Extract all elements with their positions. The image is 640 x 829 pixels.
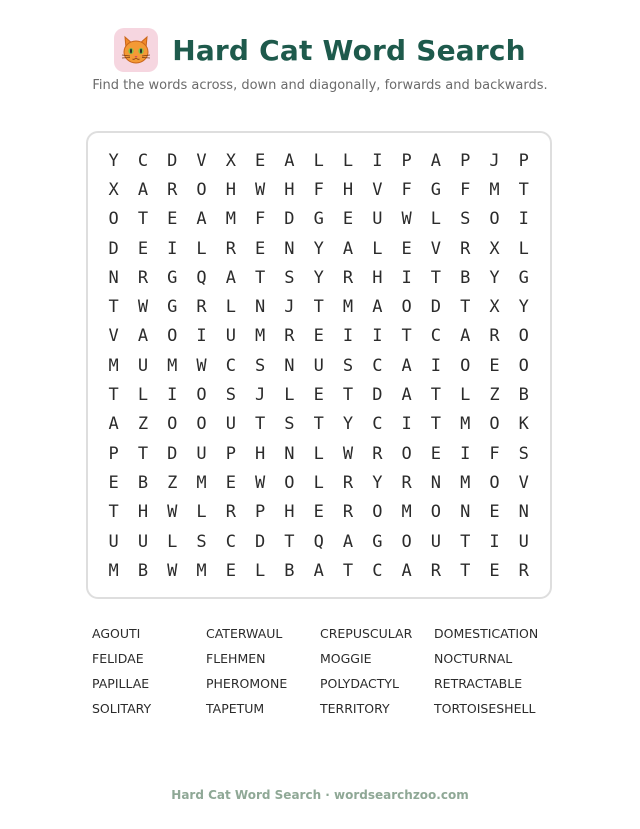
grid-cell[interactable]: S xyxy=(196,531,207,552)
grid-cell[interactable]: L xyxy=(313,443,324,464)
grid-cell[interactable]: Y xyxy=(489,267,500,288)
grid-cell[interactable]: P xyxy=(255,502,266,523)
grid-cell[interactable]: S xyxy=(342,355,354,376)
grid-cell[interactable]: Y xyxy=(518,297,529,318)
grid-cell[interactable]: G xyxy=(313,209,324,230)
grid-cell[interactable]: T xyxy=(255,267,266,288)
grid-cell[interactable]: N xyxy=(108,267,119,288)
grid-cell[interactable]: D xyxy=(372,385,383,406)
grid-cell[interactable]: F xyxy=(489,443,500,464)
grid-cell[interactable]: O xyxy=(196,385,207,406)
grid-cell[interactable]: I xyxy=(342,326,354,347)
grid-cell[interactable]: F xyxy=(401,179,412,200)
grid-cell[interactable]: X xyxy=(108,179,119,200)
grid-cell[interactable]: E xyxy=(342,209,354,230)
grid-cell[interactable]: O xyxy=(372,502,383,523)
grid-cell[interactable]: D xyxy=(167,150,178,171)
grid-cell[interactable]: L xyxy=(372,238,383,259)
grid-cell[interactable]: R xyxy=(342,502,354,523)
grid-cell[interactable]: N xyxy=(284,238,295,259)
grid-cell[interactable]: D xyxy=(430,297,442,318)
grid-cell[interactable]: D xyxy=(108,238,119,259)
grid-cell[interactable]: T xyxy=(460,297,471,318)
grid-cell[interactable]: T xyxy=(518,179,529,200)
grid-cell[interactable]: Y xyxy=(372,472,383,493)
grid-cell[interactable]: L xyxy=(518,238,529,259)
grid-cell[interactable]: H xyxy=(284,179,295,200)
grid-cell[interactable]: L xyxy=(167,531,178,552)
grid-cell[interactable]: F xyxy=(313,179,324,200)
grid-cell[interactable]: L xyxy=(255,560,266,581)
grid-cell[interactable]: B xyxy=(460,267,471,288)
grid-cell[interactable]: E xyxy=(489,560,500,581)
grid-cell[interactable]: R xyxy=(430,560,442,581)
grid-cell[interactable]: R xyxy=(196,297,207,318)
grid-cell[interactable]: R xyxy=(489,326,500,347)
grid-cell[interactable]: I xyxy=(167,385,178,406)
grid-cell[interactable]: W xyxy=(255,472,266,493)
grid-cell[interactable]: R xyxy=(167,179,178,200)
grid-cell[interactable]: E xyxy=(313,385,324,406)
word-list-item: AGOUTI xyxy=(92,626,141,641)
grid-cell[interactable]: A xyxy=(108,414,119,435)
grid-cell[interactable]: T xyxy=(255,414,266,435)
grid-cell[interactable]: W xyxy=(255,179,266,200)
grid-cell[interactable]: A xyxy=(430,150,442,171)
grid-cell[interactable]: H xyxy=(284,502,295,523)
grid-cell[interactable]: H xyxy=(255,443,266,464)
word-list-item: TERRITORY xyxy=(320,701,390,716)
grid-cell[interactable]: A xyxy=(342,531,354,552)
grid-cell[interactable]: F xyxy=(255,209,266,230)
grid-cell[interactable]: R xyxy=(518,560,529,581)
grid-cell[interactable]: Z xyxy=(137,414,149,435)
grid-cell[interactable]: L xyxy=(196,238,207,259)
grid-cell[interactable]: T xyxy=(460,531,471,552)
grid-cell[interactable]: V xyxy=(430,238,442,259)
grid-cell[interactable]: J xyxy=(489,150,500,171)
header xyxy=(0,28,640,72)
grid-cell[interactable]: R xyxy=(460,238,471,259)
grid-cell[interactable]: B xyxy=(137,472,149,493)
grid-cell[interactable]: E xyxy=(313,502,324,523)
grid-cell[interactable]: A xyxy=(313,560,324,581)
grid-cell[interactable]: L xyxy=(460,385,471,406)
grid-cell[interactable]: I xyxy=(372,326,383,347)
grid-cell[interactable]: T xyxy=(430,414,442,435)
grid-cell[interactable]: X xyxy=(489,238,500,259)
grid-cell[interactable]: P xyxy=(518,150,529,171)
grid-cell[interactable]: P xyxy=(460,150,471,171)
grid-cell[interactable]: R xyxy=(342,472,354,493)
grid-cell[interactable]: O xyxy=(108,209,119,230)
grid-cell[interactable]: M xyxy=(167,355,178,376)
grid-cell[interactable]: J xyxy=(255,385,266,406)
grid-cell[interactable]: Y xyxy=(313,267,324,288)
grid-cell[interactable]: U xyxy=(225,326,236,347)
grid-cell[interactable]: T xyxy=(313,414,324,435)
grid-cell[interactable]: U xyxy=(430,531,442,552)
grid-cell[interactable]: E xyxy=(225,560,236,581)
grid-cell[interactable]: Y xyxy=(108,150,119,171)
grid-cell[interactable]: H xyxy=(342,179,354,200)
grid-cell[interactable]: T xyxy=(137,443,149,464)
grid-cell[interactable]: Q xyxy=(313,531,324,552)
grid-cell[interactable]: E xyxy=(255,238,266,259)
grid-cell[interactable]: A xyxy=(401,560,412,581)
grid-cell[interactable]: O xyxy=(518,355,529,376)
grid-cell[interactable]: D xyxy=(167,443,178,464)
word-list-item: FELIDAE xyxy=(92,651,144,666)
grid-cell[interactable]: P xyxy=(108,443,119,464)
grid-cell[interactable]: I xyxy=(196,326,207,347)
page-title: Hard Cat Word Search xyxy=(172,33,526,67)
word-list-item: SOLITARY xyxy=(92,701,152,716)
grid-cell[interactable]: S xyxy=(284,267,295,288)
grid-cell[interactable]: T xyxy=(401,326,412,347)
grid-cell[interactable]: H xyxy=(372,267,383,288)
grid-cell[interactable]: E xyxy=(401,238,412,259)
grid-cell[interactable]: W xyxy=(196,355,207,376)
grid-cell[interactable]: L xyxy=(430,209,442,230)
word-list-item: RETRACTABLE xyxy=(434,676,523,691)
grid-cell[interactable]: G xyxy=(430,179,442,200)
grid-cell[interactable]: A xyxy=(196,209,207,230)
grid-cell[interactable]: O xyxy=(196,414,207,435)
grid-cell[interactable]: T xyxy=(342,385,354,406)
grid-cell[interactable]: O xyxy=(518,326,529,347)
grid-cell[interactable]: T xyxy=(313,297,324,318)
grid-cell[interactable]: E xyxy=(313,326,324,347)
grid-cell[interactable]: S xyxy=(284,414,295,435)
grid-cell[interactable]: C xyxy=(430,326,442,347)
grid-cell[interactable]: N xyxy=(430,472,442,493)
grid-cell[interactable]: G xyxy=(167,267,178,288)
grid-cell[interactable]: Y xyxy=(342,414,354,435)
grid-cell[interactable]: W xyxy=(167,560,178,581)
grid-cell[interactable]: U xyxy=(225,414,236,435)
grid-cell[interactable]: I xyxy=(401,414,412,435)
grid-cell[interactable]: A xyxy=(137,179,149,200)
grid-cell[interactable]: O xyxy=(167,414,178,435)
grid-cell[interactable]: M xyxy=(196,560,207,581)
grid-cell[interactable]: H xyxy=(137,502,149,523)
grid-cell[interactable]: L xyxy=(284,385,295,406)
grid-cell[interactable]: M xyxy=(460,472,471,493)
grid-cell[interactable]: O xyxy=(489,209,500,230)
grid-cell[interactable]: U xyxy=(196,443,207,464)
grid-cell[interactable]: P xyxy=(401,150,412,171)
grid-cell[interactable]: X xyxy=(225,150,236,171)
grid-cell[interactable]: A xyxy=(401,355,412,376)
word-list-item: POLYDACTYL xyxy=(320,676,400,691)
word-list-item: TAPETUM xyxy=(206,701,265,716)
grid-cell[interactable]: L xyxy=(313,150,324,171)
grid-cell[interactable]: O xyxy=(284,472,295,493)
grid-cell[interactable]: L xyxy=(313,472,324,493)
grid-cell[interactable]: I xyxy=(518,209,529,230)
grid-cell[interactable]: M xyxy=(225,209,236,230)
grid-cell[interactable]: U xyxy=(372,209,383,230)
grid-cell[interactable]: N xyxy=(284,355,295,376)
grid-cell[interactable]: O xyxy=(460,355,471,376)
grid-cell[interactable]: K xyxy=(518,414,529,435)
grid-cell[interactable]: E xyxy=(430,443,442,464)
grid-cell[interactable]: W xyxy=(401,209,412,230)
grid-cell[interactable]: R xyxy=(372,443,383,464)
grid-cell[interactable]: D xyxy=(284,209,295,230)
grid-cell[interactable]: E xyxy=(225,472,236,493)
grid-cell[interactable]: O xyxy=(430,502,442,523)
grid-cell[interactable]: O xyxy=(196,179,207,200)
grid-cell[interactable]: T xyxy=(108,297,119,318)
grid-cell[interactable]: O xyxy=(489,414,500,435)
grid-cell[interactable]: C xyxy=(372,560,383,581)
grid-cell[interactable]: V xyxy=(518,472,529,493)
grid-cell[interactable]: R xyxy=(225,238,236,259)
footer-credit: Hard Cat Word Search · wordsearchzoo.com xyxy=(171,788,469,802)
grid-cell[interactable]: M xyxy=(108,560,119,581)
grid-cell[interactable]: I xyxy=(372,150,383,171)
word-list-item: NOCTURNAL xyxy=(434,651,513,666)
grid-cell[interactable]: I xyxy=(430,355,442,376)
grid-cell[interactable]: I xyxy=(460,443,471,464)
grid-cell[interactable]: C xyxy=(225,531,236,552)
grid-cell[interactable]: R xyxy=(225,502,236,523)
word-list-item: FLEHMEN xyxy=(206,651,266,666)
grid-cell[interactable]: E xyxy=(108,472,119,493)
grid-cell[interactable]: I xyxy=(401,267,412,288)
grid-cell[interactable]: M xyxy=(196,472,207,493)
grid-cell[interactable]: R xyxy=(284,326,295,347)
grid-cell[interactable]: T xyxy=(108,502,119,523)
instructions: Find the words across, down and diagonally, forwards and backwards. xyxy=(92,78,548,93)
grid-cell[interactable]: A xyxy=(401,385,412,406)
cat-face-icon xyxy=(114,28,158,72)
grid-cell[interactable]: I xyxy=(167,238,178,259)
grid-cell[interactable]: L xyxy=(342,150,354,171)
grid-cell[interactable]: M xyxy=(460,414,471,435)
grid-cell[interactable]: C xyxy=(137,150,149,171)
grid-cell[interactable]: U xyxy=(137,531,149,552)
grid-cell[interactable]: R xyxy=(137,267,149,288)
grid-cell[interactable]: E xyxy=(255,150,266,171)
grid-cell[interactable]: L xyxy=(225,297,236,318)
grid-cell[interactable]: T xyxy=(137,209,149,230)
grid-cell[interactable]: B xyxy=(137,560,149,581)
grid-cell[interactable]: T xyxy=(108,385,119,406)
word-list-item: CREPUSCULAR xyxy=(320,626,413,641)
grid-cell[interactable]: T xyxy=(430,385,442,406)
grid-cell[interactable]: T xyxy=(460,560,471,581)
word-list-item: TORTOISESHELL xyxy=(434,701,536,716)
grid-cell[interactable]: S xyxy=(225,385,236,406)
grid-cell[interactable]: A xyxy=(137,326,149,347)
grid-cell[interactable]: N xyxy=(518,502,529,523)
grid-cell[interactable]: Y xyxy=(313,238,324,259)
grid-cell[interactable]: A xyxy=(342,238,354,259)
grid-cell[interactable]: G xyxy=(518,267,529,288)
grid-cell[interactable]: Z xyxy=(489,385,500,406)
grid-cell[interactable]: O xyxy=(167,326,178,347)
grid-cell[interactable]: A xyxy=(460,326,471,347)
grid-cell[interactable]: W xyxy=(137,297,149,318)
grid-cell[interactable]: A xyxy=(225,267,236,288)
grid-cell[interactable]: N xyxy=(284,443,295,464)
grid-cell[interactable]: E xyxy=(489,502,500,523)
grid-cell[interactable]: M xyxy=(255,326,266,347)
grid-cell[interactable]: S xyxy=(460,209,471,230)
grid-cell[interactable]: I xyxy=(489,531,500,552)
grid-cell[interactable]: V xyxy=(196,150,207,171)
grid-cell[interactable]: U xyxy=(518,531,529,552)
grid-cell[interactable]: S xyxy=(255,355,266,376)
grid-cell[interactable]: Q xyxy=(196,267,207,288)
grid-cell[interactable]: N xyxy=(255,297,266,318)
grid-cell[interactable]: F xyxy=(460,179,471,200)
grid-cell[interactable]: V xyxy=(372,179,383,200)
grid-cell[interactable]: R xyxy=(342,267,354,288)
word-list-item: MOGGIE xyxy=(320,651,372,666)
grid-cell[interactable]: U xyxy=(108,531,119,552)
grid-cell[interactable]: S xyxy=(518,443,529,464)
grid-cell[interactable]: E xyxy=(489,355,500,376)
grid-cell[interactable]: V xyxy=(108,326,119,347)
grid-cell[interactable]: T xyxy=(284,531,295,552)
grid-cell[interactable]: B xyxy=(518,385,529,406)
word-list xyxy=(92,626,554,726)
grid-cell[interactable]: T xyxy=(342,560,354,581)
grid-cell[interactable]: L xyxy=(137,385,149,406)
grid-cell[interactable]: C xyxy=(372,414,383,435)
grid-cell[interactable]: A xyxy=(372,297,383,318)
grid-cell[interactable]: D xyxy=(255,531,266,552)
grid-cell[interactable]: E xyxy=(167,209,178,230)
grid-cell[interactable]: A xyxy=(284,150,295,171)
grid-cell[interactable]: B xyxy=(284,560,295,581)
grid-cell[interactable]: M xyxy=(342,297,354,318)
grid-cell[interactable]: U xyxy=(137,355,149,376)
grid-cell[interactable]: J xyxy=(284,297,295,318)
grid-cell[interactable]: M xyxy=(401,502,412,523)
grid-cell[interactable]: E xyxy=(137,238,149,259)
grid-cell[interactable]: H xyxy=(225,179,236,200)
grid-cell[interactable]: C xyxy=(225,355,236,376)
grid-cell[interactable]: G xyxy=(372,531,383,552)
grid-cell[interactable]: M xyxy=(108,355,119,376)
word-list-item: PHEROMONE xyxy=(206,676,288,691)
word-list-item: PAPILLAE xyxy=(92,676,150,691)
grid-cell[interactable]: W xyxy=(167,502,178,523)
grid-cell[interactable]: P xyxy=(225,443,236,464)
grid-cell[interactable]: U xyxy=(313,355,324,376)
grid-cell[interactable]: W xyxy=(342,443,354,464)
grid-cell[interactable]: M xyxy=(489,179,500,200)
grid-cell[interactable]: O xyxy=(401,531,412,552)
letter-grid xyxy=(99,146,538,585)
grid-cell[interactable]: O xyxy=(489,472,500,493)
grid-cell[interactable]: C xyxy=(372,355,383,376)
grid-cell[interactable]: O xyxy=(401,443,412,464)
word-list-item: CATERWAUL xyxy=(206,626,283,641)
grid-cell[interactable]: G xyxy=(167,297,178,318)
grid-cell[interactable]: Z xyxy=(167,472,178,493)
grid-cell[interactable]: L xyxy=(196,502,207,523)
word-list-item: DOMESTICATION xyxy=(434,626,539,641)
grid-cell[interactable]: O xyxy=(401,297,412,318)
grid-cell[interactable]: R xyxy=(401,472,412,493)
grid-cell[interactable]: X xyxy=(489,297,500,318)
grid-cell[interactable]: N xyxy=(460,502,471,523)
grid-cell[interactable]: T xyxy=(430,267,442,288)
